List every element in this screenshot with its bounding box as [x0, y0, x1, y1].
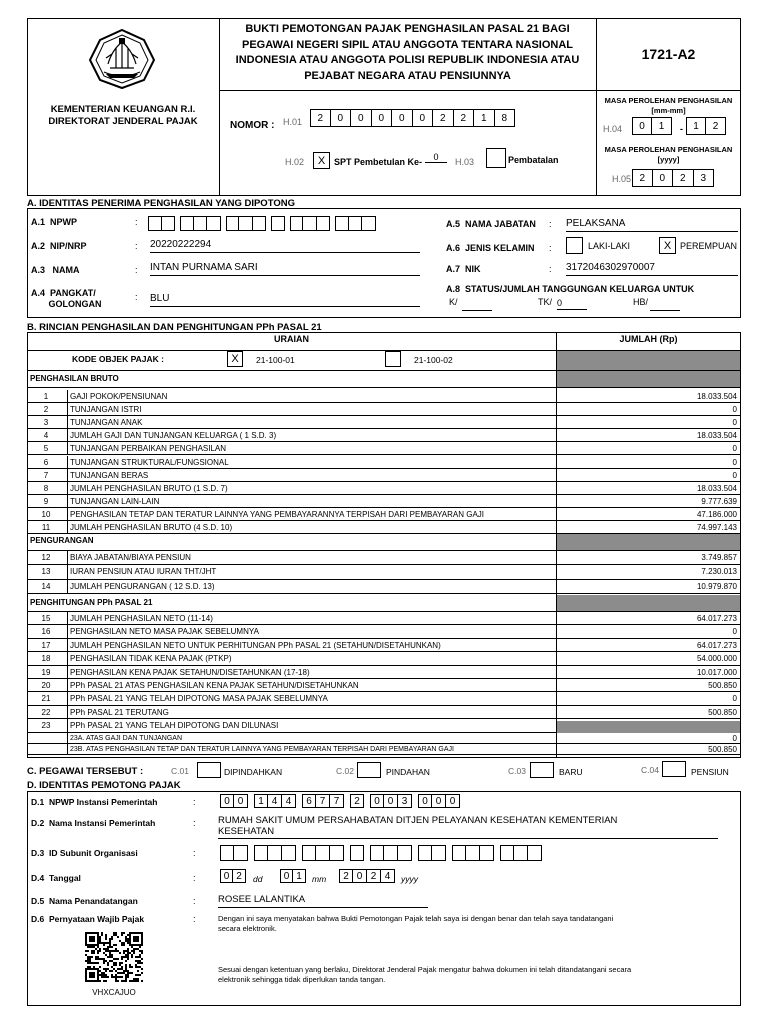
section-c-title: C. PEGAWAI TERSEBUT : — [27, 766, 144, 777]
row-number: 18 — [41, 654, 51, 664]
ketentuan-text: Sesuai dengan ketentuan yang berlaku, Direktorat Jenderal Pajak mengatur bahwa dokumen ini telah ditandatangani secara elektronik sehingga tidak diperlukan tanda tangan. — [218, 965, 632, 984]
nomor-digit-box[interactable]: 8 — [495, 109, 516, 127]
laki-laki-label: LAKI-LAKI — [588, 241, 631, 251]
year-digit-box[interactable]: 2 — [632, 169, 653, 187]
row-number: 12 — [41, 553, 51, 562]
row-number: 5 — [43, 444, 49, 454]
row-label: JUMLAH GAJI DAN TUNJANGAN KELUARGA ( 1 S.D. 3) — [67, 429, 587, 442]
row-label: GAJI POKOK/PENSIUNAN — [67, 390, 587, 403]
row-label: TUNJANGAN ANAK — [67, 416, 587, 429]
subunit-digit-box[interactable] — [432, 845, 446, 861]
row-amount: 18.033.504 — [696, 431, 737, 441]
kode-label: KODE OBJEK PAJAK : — [72, 354, 164, 364]
subunit-digit-box[interactable] — [254, 845, 268, 861]
row-amount: 47.186.000 — [696, 509, 737, 519]
subunit-digit-box[interactable] — [330, 845, 344, 861]
nama-value: INTAN PURNAMA SARI — [150, 262, 420, 276]
npwp-digit-box[interactable] — [207, 216, 221, 231]
h02-label: H.02 — [285, 157, 305, 167]
nomor-digit-box[interactable]: 0 — [351, 109, 372, 127]
table-row — [27, 551, 741, 565]
row-label: TUNJANGAN ISTRI — [67, 403, 587, 416]
row-label: 23B. ATAS PENGHASILAN TETAP DAN TERATUR LAINNYA YANG PEMBAYARAN TERPISAH DARI PEMBAYARAN GAJI — [67, 744, 587, 755]
npwp-digit-box[interactable] — [253, 216, 267, 231]
baru-checkbox[interactable] — [530, 762, 554, 778]
row-amount: 0 — [732, 694, 737, 704]
npwp-instansi-digit-box[interactable]: 0 — [234, 794, 248, 808]
table-row — [27, 666, 741, 679]
spt-pembetulan-checkbox[interactable]: X — [313, 152, 330, 169]
pernyataan-text: Dengan ini saya menyatakan bahwa Bukti Pemotongan Pajak telah saya isi dengan benar dan telah saya tandatangani secara elektronik. — [218, 914, 614, 933]
table-row — [27, 403, 741, 416]
h04-label: H.04 — [603, 124, 623, 134]
table-row — [27, 652, 741, 665]
row-label: JUMLAH PENGHASILAN NETO (11-14) — [67, 612, 587, 625]
row-label: JUMLAH PENGURANGAN ( 12 S.D. 13) — [67, 580, 587, 594]
subunit-digit-box[interactable] — [268, 845, 282, 861]
subunit-digit-box[interactable] — [466, 845, 480, 861]
table-row — [27, 692, 741, 705]
npwp-digit-box[interactable] — [162, 216, 176, 231]
npwp-instansi-digit-box[interactable]: 7 — [316, 794, 330, 808]
row-label: PPh PASAL 21 TERUTANG — [67, 706, 587, 719]
subunit-digit-box[interactable] — [528, 845, 542, 861]
row-amount: 64.017.273 — [696, 640, 737, 650]
day-digit-box[interactable]: 0 — [220, 869, 233, 883]
subunit-digit-box[interactable] — [302, 845, 316, 861]
h05-label: H.05 — [612, 174, 632, 184]
row-number: 16 — [41, 627, 51, 637]
nomor-digit-box[interactable]: 0 — [372, 109, 393, 127]
qr-code-label: VHXCAJUO — [92, 988, 136, 997]
year-d-digit-box[interactable]: 2 — [367, 869, 381, 883]
jabatan-value: PELAKSANA — [566, 218, 738, 232]
table-row — [27, 429, 741, 442]
h01-label: H.01 — [283, 117, 303, 127]
npwp-digit-box[interactable] — [180, 216, 194, 231]
col-uraian: URAIAN — [274, 334, 309, 344]
subunit-digit-box[interactable] — [500, 845, 514, 861]
row-label: BIAYA JABATAN/BIAYA PENSIUN — [67, 551, 587, 565]
table-row — [27, 580, 741, 594]
nomor-label: NOMOR : — [230, 120, 275, 131]
row-amount: 18.033.504 — [696, 483, 737, 493]
row-label: PENGHASILAN TIDAK KENA PAJAK (PTKP) — [67, 652, 587, 665]
row-number: 8 — [43, 483, 49, 493]
section-a-title: A. IDENTITAS PENERIMA PENGHASILAN YANG DIPOTONG — [27, 198, 295, 209]
row-amount: 500.850 — [708, 707, 737, 717]
table-row — [27, 521, 741, 534]
npwp-digit-box[interactable] — [148, 216, 162, 231]
row-number: 10 — [41, 509, 51, 519]
year-digit-box[interactable]: 0 — [653, 169, 674, 187]
masa-digit-box[interactable]: 0 — [632, 117, 652, 135]
bruto-head: PENGHASILAN BRUTO — [30, 374, 119, 383]
row-number: 6 — [43, 457, 49, 467]
npwp-digit-box[interactable] — [335, 216, 349, 231]
table-row — [27, 706, 741, 719]
masa-label-2: MASA PEROLEHAN PENGHASILAN [yyyy] — [604, 145, 733, 164]
npwp-digit-box[interactable] — [290, 216, 304, 231]
subunit-digit-box[interactable] — [350, 845, 364, 861]
tk-value: 0 — [557, 298, 587, 310]
table-row — [27, 508, 741, 521]
subunit-digit-box[interactable] — [316, 845, 330, 861]
qr-code — [85, 932, 143, 982]
subunit-digit-box[interactable] — [234, 845, 248, 861]
row-amount: 0 — [732, 418, 737, 428]
npwp-instansi-digit-box[interactable]: 4 — [282, 794, 296, 808]
row-label: PENGHASILAN KENA PAJAK SETAHUN/DISETAHUNKAN (17-18) — [67, 666, 587, 679]
nomor-digit-box[interactable]: 2 — [454, 109, 475, 127]
npwp-digit-box[interactable] — [194, 216, 208, 231]
nomor-digit-box[interactable]: 0 — [392, 109, 413, 127]
row-label: IURAN PENSIUN ATAU IURAN THT/JHT — [67, 565, 587, 579]
nomor-digit-box[interactable]: 2 — [310, 109, 331, 127]
year-d-digit-box[interactable]: 4 — [381, 869, 395, 883]
form-code: 1721-A2 — [641, 46, 696, 62]
npwp-instansi-digit-box[interactable]: 0 — [446, 794, 460, 808]
row-amount: 0 — [732, 470, 737, 480]
masa-digit-box[interactable]: 2 — [706, 117, 726, 135]
table-row — [27, 482, 741, 495]
row-number: 9 — [43, 496, 49, 506]
kode-21-100-02-checkbox[interactable] — [385, 351, 401, 367]
section-d-title: D. IDENTITAS PEMOTONG PAJAK — [27, 780, 181, 791]
pangkat-value: BLU — [150, 293, 420, 307]
npwp-instansi-digit-box[interactable]: 6 — [302, 794, 316, 808]
pindahan-checkbox[interactable] — [357, 762, 381, 778]
table-row — [27, 612, 741, 625]
row-amount: 0 — [732, 405, 737, 415]
year-d-digit-box[interactable]: 0 — [353, 869, 367, 883]
row-amount: 64.017.273 — [696, 614, 737, 623]
row-amount: 0 — [732, 444, 737, 454]
masa-digit-box[interactable]: 1 — [686, 117, 706, 135]
nomor-digit-box[interactable]: 0 — [413, 109, 434, 127]
row-number: 1 — [43, 392, 49, 401]
nip-value: 20220222294 — [150, 239, 420, 253]
table-row — [27, 469, 741, 482]
row-amount: 74.997.143 — [696, 523, 737, 532]
day-digit-box[interactable]: 2 — [233, 869, 246, 883]
row-number: 11 — [41, 523, 51, 532]
nomor-digit-box[interactable]: 1 — [474, 109, 495, 127]
kode1-label: 21-100-01 — [256, 355, 295, 365]
row-amount: 10.979.870 — [696, 581, 737, 591]
subunit-digit-box[interactable] — [480, 845, 494, 861]
table-row — [27, 456, 741, 469]
section-b-title: B. RINCIAN PENGHASILAN DAN PENGHITUNGAN PPh PASAL 21 — [27, 322, 322, 333]
npwp-digit-box[interactable] — [317, 216, 331, 231]
table-row — [27, 744, 741, 755]
row-number: 3 — [43, 418, 49, 428]
row-number: 17 — [41, 640, 51, 650]
row-number: 22 — [41, 707, 51, 717]
row-amount: 3.749.857 — [701, 553, 737, 562]
npwp-instansi-digit-box[interactable]: 0 — [384, 794, 398, 808]
npwp-instansi-digit-box[interactable]: 4 — [268, 794, 282, 808]
subunit-digit-box[interactable] — [514, 845, 528, 861]
pembatalan-label: Pembatalan — [508, 155, 559, 165]
row-amount: 500.850 — [708, 681, 737, 690]
row-label: PPh PASAL 21 ATAS PENGHASILAN KENA PAJAK SETAHUN/DISETAHUNKAN — [67, 679, 587, 692]
npwp-instansi-digit-box[interactable]: 1 — [254, 794, 268, 808]
table-row — [27, 495, 741, 508]
subunit-digit-box[interactable] — [452, 845, 466, 861]
npwp-digit-box[interactable] — [303, 216, 317, 231]
npwp-instansi-digit-box[interactable]: 2 — [350, 794, 364, 808]
row-amount: 0 — [732, 734, 737, 743]
dipindahkan-checkbox[interactable] — [197, 762, 221, 778]
ministry-name: KEMENTERIAN KEUANGAN R.I. DIREKTORAT JENDERAL PAJAK — [48, 104, 198, 127]
row-amount: 9.777.639 — [701, 496, 737, 506]
table-row — [27, 442, 741, 455]
npwp-digit-box[interactable] — [362, 216, 376, 231]
row-label: PPh PASAL 21 YANG TELAH DIPOTONG MASA PAJAK SEBELUMNYA — [67, 692, 587, 705]
row-number: 20 — [41, 681, 51, 690]
row-number: 23 — [41, 721, 51, 731]
pensiun-checkbox[interactable] — [662, 761, 686, 777]
perempuan-label: PEREMPUAN — [680, 241, 738, 251]
npwp-instansi-digit-box[interactable]: 7 — [330, 794, 344, 808]
row-amount: 10.017.000 — [696, 667, 737, 677]
npwp-instansi-digit-box[interactable]: 0 — [220, 794, 234, 808]
kode2-label: 21-100-02 — [414, 355, 453, 365]
subunit-digit-box[interactable] — [384, 845, 398, 861]
row-label: JUMLAH PENGHASILAN NETO UNTUK PERHITUNGAN PPh PASAL 21 (SETAHUN/DISETAHUNKAN) — [67, 639, 587, 652]
subunit-digit-box[interactable] — [418, 845, 432, 861]
table-row — [27, 733, 741, 744]
perempuan-checkbox[interactable]: X — [659, 237, 676, 254]
masa-digit-box[interactable]: 1 — [652, 117, 672, 135]
row-number: 21 — [41, 694, 51, 704]
table-row — [27, 679, 741, 692]
npwp-instansi-digit-box[interactable]: 3 — [398, 794, 412, 808]
subunit-digit-box[interactable] — [282, 845, 296, 861]
form-title: BUKTI PEMOTONGAN PAJAK PENGHASILAN PASAL 21 BAGI PEGAWAI NEGERI SIPIL ATAU ANGGOTA TENTARA NASIONAL INDONESIA ATAU ANGGOTA POLISI REPUBLIK INDONESIA ATAU PEJABAT NEGARA ATAU PENSIUNNYA — [235, 23, 580, 82]
row-number: 4 — [43, 431, 49, 441]
spt-value: 0 — [425, 152, 447, 163]
row-label: JUMLAH PENGHASILAN BRUTO (1 S.D. 7) — [67, 482, 587, 495]
month-digit-box[interactable]: 1 — [293, 869, 306, 883]
row-number: 2 — [43, 405, 49, 415]
row-number: 7 — [43, 470, 49, 480]
year-digit-box[interactable]: 2 — [673, 169, 694, 187]
table-row — [27, 639, 741, 652]
row-label: JUMLAH PENGHASILAN BRUTO (4 S.D. 10) — [67, 521, 587, 534]
laki-laki-checkbox[interactable] — [566, 237, 583, 254]
pembatalan-checkbox[interactable] — [486, 148, 506, 168]
row-amount: 500.850 — [708, 745, 737, 754]
npwp-digit-box[interactable] — [239, 216, 253, 231]
table-row — [27, 625, 741, 638]
month-digit-box[interactable]: 0 — [280, 869, 293, 883]
row-number: 15 — [41, 614, 51, 623]
instansi-value: RUMAH SAKIT UMUM PERSAHABATAN DITJEN PELAYANAN KESEHATAN KEMENTERIAN KESEHATAN — [218, 815, 618, 837]
npwp-digit-box[interactable] — [349, 216, 363, 231]
row-amount: 54.000.000 — [696, 654, 737, 664]
row-label: TUNJANGAN STRUKTURAL/FUNGSIONAL — [67, 456, 587, 469]
ministry-logo — [86, 28, 158, 90]
h03-label: H.03 — [455, 157, 475, 167]
row-number: 14 — [41, 581, 51, 591]
npwp-instansi-digit-box[interactable]: 0 — [370, 794, 384, 808]
row-number: 13 — [41, 567, 51, 577]
row-label: PENGHASILAN NETO MASA PAJAK SEBELUMNYA — [67, 625, 587, 638]
subunit-digit-box[interactable] — [370, 845, 384, 861]
row-label: TUNJANGAN LAIN-LAIN — [67, 495, 587, 508]
row-amount: 7.230.013 — [701, 567, 737, 577]
row-label: TUNJANGAN PERBAIKAN PENGHASILAN — [67, 442, 587, 455]
year-d-digit-box[interactable]: 2 — [339, 869, 353, 883]
row-label: PPh PASAL 21 YANG TELAH DIPOTONG DAN DILUNASI — [67, 719, 587, 732]
kode-21-100-01-checkbox[interactable]: X — [227, 351, 243, 367]
npwp-digit-box[interactable] — [271, 216, 285, 231]
table-row — [27, 390, 741, 403]
masa-dash: - — [680, 124, 683, 134]
npwp-digit-box[interactable] — [226, 216, 240, 231]
npwp-instansi-digit-box[interactable]: 0 — [418, 794, 432, 808]
pph-head: PENGHITUNGAN PPh PASAL 21 — [30, 598, 153, 607]
table-row — [27, 565, 741, 579]
col-jumlah: JUMLAH (Rp) — [619, 334, 678, 344]
year-digit-box[interactable]: 3 — [694, 169, 715, 187]
nomor-digit-box[interactable]: 2 — [433, 109, 454, 127]
row-amount: 0 — [732, 627, 737, 637]
row-label: TUNJANGAN BERAS — [67, 469, 587, 482]
masa-label-1: MASA PEROLEHAN PENGHASILAN [mm-mm] — [604, 96, 733, 115]
npwp-instansi-digit-box[interactable]: 0 — [432, 794, 446, 808]
pengurangan-head: PENGURANGAN — [30, 536, 94, 545]
table-row — [27, 416, 741, 429]
row-amount: 18.033.504 — [696, 392, 737, 401]
subunit-digit-box[interactable] — [220, 845, 234, 861]
row-number: 19 — [41, 667, 51, 677]
row-label: PENGHASILAN TETAP DAN TERATUR LAINNYA YANG PEMBAYARANNYA TERPISAH DARI PEMBAYARAN GAJI — [67, 508, 587, 521]
row-label: 23A. ATAS GAJI DAN TUNJANGAN — [67, 733, 587, 744]
spt-label: SPT Pembetulan Ke- — [334, 157, 423, 167]
subunit-digit-box[interactable] — [398, 845, 412, 861]
row-amount: 0 — [732, 457, 737, 467]
nomor-digit-box[interactable]: 0 — [331, 109, 352, 127]
penandatangan-value: ROSEE LALANTIKA — [218, 894, 428, 908]
nik-value: 3172046302970007 — [566, 262, 738, 276]
